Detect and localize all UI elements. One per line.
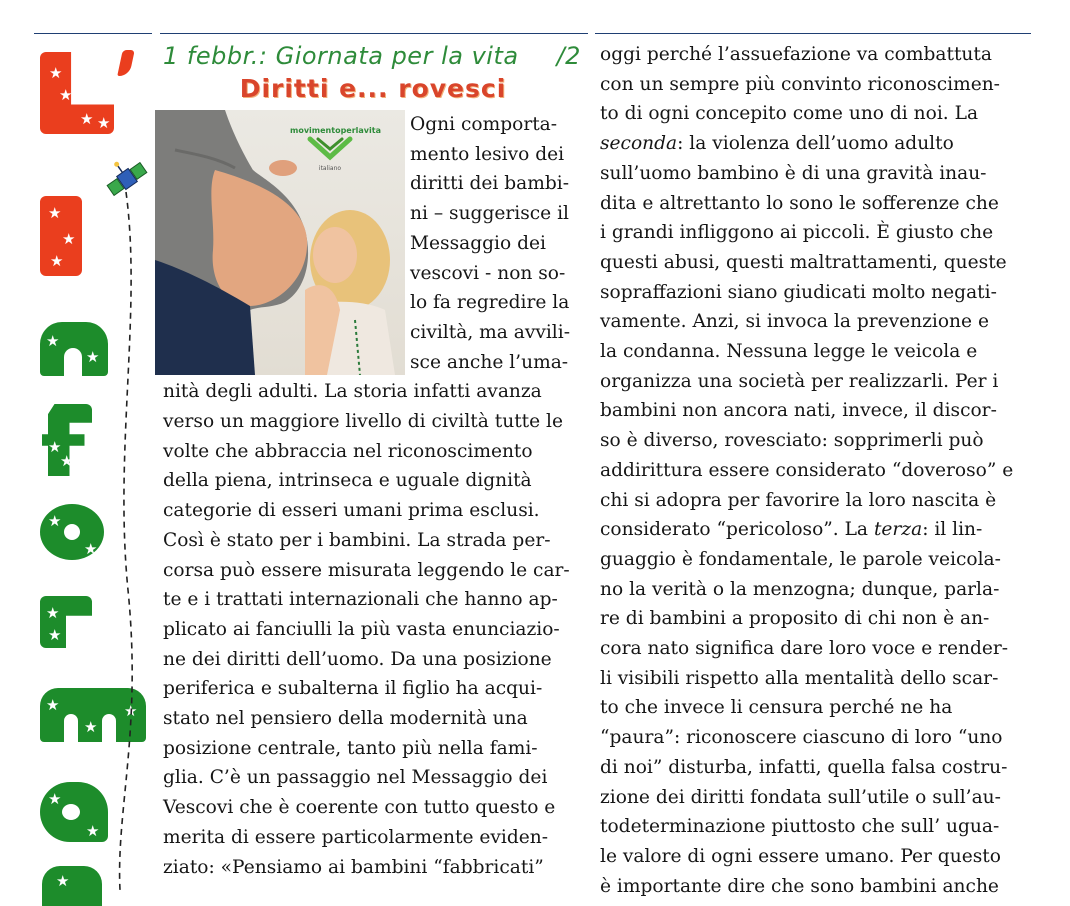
text-line: vescovi - non so- xyxy=(410,262,566,284)
star-icon: ★ xyxy=(49,64,63,82)
text-line: bambini non ancora nati, invece, il discor- xyxy=(600,400,997,422)
wrap-around-photo-text xyxy=(163,110,583,377)
star-icon: ★ xyxy=(48,512,62,530)
star-icon: ★ xyxy=(46,332,60,350)
header-rule-right xyxy=(595,33,1031,34)
text-line: glia. C’è un passaggio nel Messaggio dei xyxy=(163,767,548,789)
text-line: oggi perché l’assuefazione va combattuta xyxy=(600,44,992,65)
text-line: organizza una società per realizzarli. Per i xyxy=(600,370,999,392)
text-line: i grandi infliggono ai piccoli. È giusto che xyxy=(600,222,994,244)
text-line: posizione centrale, tanto più nella fami- xyxy=(163,737,538,759)
text-line: Messaggio dei xyxy=(410,232,546,254)
text-line: civiltà, ma avvili- xyxy=(410,321,570,343)
text-line: periferica e subalterna il figlio ha acqui- xyxy=(163,678,543,700)
text-line: lo fa regredire la xyxy=(410,292,570,314)
text-line: cora nato significa dare loro voce e render- xyxy=(600,638,1009,660)
star-icon: ★ xyxy=(86,348,100,366)
part-number: /2 xyxy=(556,42,581,70)
text-line: ne dei diritti dell’uomo. Da una posizione xyxy=(163,648,552,670)
text-line: della piena, intrinseca e uguale dignità xyxy=(163,470,532,492)
letter-cutout xyxy=(64,714,78,742)
star-icon: ★ xyxy=(124,702,138,720)
text-line: sull’uomo bambino è di una gravità inau- xyxy=(600,162,987,184)
text-line: la condanna. Nessuna legge le veicola e xyxy=(600,341,978,363)
text-line: verso un maggiore livello di civiltà tutte le xyxy=(163,411,564,433)
text-line: volte che abbraccia nel riconoscimento xyxy=(163,440,533,462)
logo-text: movimentoperlavita xyxy=(290,126,381,135)
text-line: te e i trattati internazionali che hanno ap- xyxy=(163,589,558,611)
star-icon: ★ xyxy=(48,626,62,644)
header-rule-middle xyxy=(160,33,588,34)
star-icon: ★ xyxy=(46,604,60,622)
text-line: è importante dire che sono bambini anche xyxy=(600,875,999,897)
star-icon: ★ xyxy=(80,110,94,128)
star-icon: ★ xyxy=(84,718,98,736)
text-line: le valore di ogni essere umano. Per questo xyxy=(600,845,1001,867)
text-line: zione dei diritti fondata sull’utile o sull’au- xyxy=(600,786,1001,808)
text-line: corsa può essere misurata leggendo le car- xyxy=(163,559,570,581)
star-icon: ★ xyxy=(84,540,98,558)
text-line: di noi” disturba, infatti, quella falsa costru- xyxy=(600,756,1008,778)
text-line: diritti dei bambi- xyxy=(410,173,570,195)
star-icon: ★ xyxy=(86,822,100,840)
text-line: Vescovi che è coerente con tutto questo e xyxy=(163,797,556,819)
emphasis: terza xyxy=(873,519,923,541)
text-line: con un sempre più convinto riconoscimen- xyxy=(600,73,1000,95)
header-rule-left xyxy=(34,33,152,34)
kicker-text: 1 febbr.: Giornata per la vita xyxy=(163,42,519,70)
text-line: considerato “pericoloso”. La terza: il lin- xyxy=(600,519,983,541)
logo-subtext: italiano xyxy=(318,165,342,172)
star-icon: ★ xyxy=(62,230,76,248)
star-icon: ★ xyxy=(56,872,70,890)
text-line: nità degli adulti. La storia infatti avanza xyxy=(163,381,542,403)
text-line: Così è stato per i bambini. La strada per- xyxy=(163,529,551,551)
dashed-trail xyxy=(112,190,152,890)
star-icon: ★ xyxy=(50,252,64,270)
text-line: guaggio è fondamentale, le parole veicola- xyxy=(600,548,1001,570)
letter-cutout xyxy=(64,524,80,540)
article-title: Diritti e... rovesci xyxy=(239,74,507,103)
text-line: stato nel pensiero della modernità una xyxy=(163,708,528,730)
text-line: seconda: la violenza dell’uomo adulto xyxy=(600,133,954,155)
text-line: so è diverso, rovesciato: sopprimerli può xyxy=(600,430,984,452)
text-line: li visibili rispetto alla mentalità dello scar- xyxy=(600,667,999,689)
text-line: re di bambini a proposito di chi non è an- xyxy=(600,608,990,630)
masthead-apostrophe xyxy=(117,50,135,76)
text-line: categorie di esseri umani prima esclusi. xyxy=(163,500,540,522)
article-kicker xyxy=(163,42,583,70)
letter-cutout xyxy=(62,804,80,820)
text-line: vamente. Anzi, si invoca la prevenzione e xyxy=(600,311,989,333)
star-icon: ★ xyxy=(48,204,62,222)
text-line: sopraffazioni siano giudicati molto negati- xyxy=(600,281,997,303)
letter-cutout xyxy=(64,348,82,376)
text-line: chi si adopra per favorire la loro nascita è xyxy=(600,489,997,511)
text-line: mento lesivo dei xyxy=(410,143,565,165)
star-icon: ★ xyxy=(60,452,74,470)
text-line: addirittura essere considerato “doveroso” e xyxy=(600,459,1014,481)
emphasis: seconda xyxy=(600,133,678,155)
article-column-2 xyxy=(600,40,1030,901)
article-column-1 xyxy=(163,110,583,882)
text-line: to di ogni concepito come uno di noi. La xyxy=(600,103,979,125)
text-line: to che invece li censura perché ne ha xyxy=(600,697,953,719)
text-line: merita di essere particolarmente eviden- xyxy=(163,826,549,848)
text-line: dita e altrettanto lo sono le sofferenze che xyxy=(600,192,999,214)
text-line: ni – suggerisce il xyxy=(410,203,569,225)
star-icon: ★ xyxy=(97,114,111,132)
text-line: todeterminazione piuttosto che sull’ ugua- xyxy=(600,816,1000,838)
star-icon: ★ xyxy=(46,696,60,714)
text-line: no la verità o la menzogna; dunque, parla- xyxy=(600,578,1000,600)
star-icon: ★ xyxy=(48,438,62,456)
text-line: questi abusi, questi maltrattamenti, queste xyxy=(600,251,1007,273)
text-line: ziato: «Pensiamo ai bambini “fabbricati” xyxy=(163,856,544,878)
masthead-letter-t xyxy=(42,866,102,906)
text-line: Ogni comporta- xyxy=(410,114,558,135)
text-line: plicato ai fanciulli la più vasta enunciazio- xyxy=(163,618,560,640)
text-line: sce anche l’uma- xyxy=(410,351,569,373)
star-icon: ★ xyxy=(48,790,62,808)
text-line: “paura”: riconoscere ciascuno di loro “uno xyxy=(600,727,1003,749)
star-icon: ★ xyxy=(59,86,73,104)
